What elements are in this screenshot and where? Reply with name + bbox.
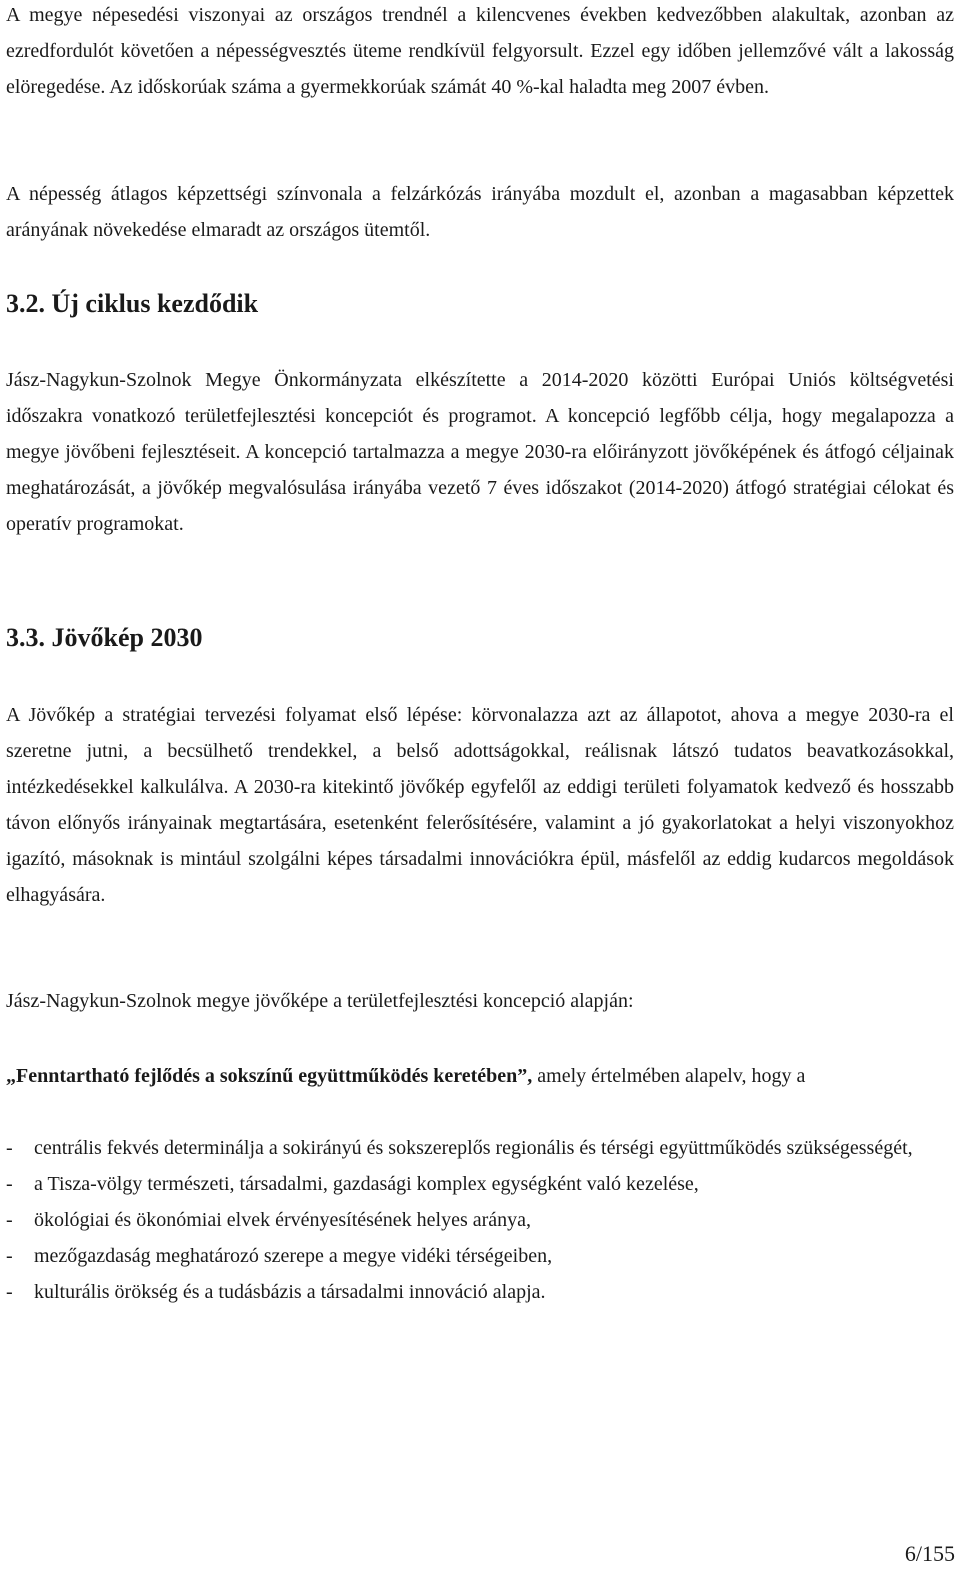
motto-paragraph [6, 1058, 954, 1094]
motto-bold-text: „Fenntartható fejlődés a sokszínű együttműködés keretében”, [6, 1065, 533, 1087]
dash-bullet: - [6, 1137, 13, 1159]
dash-bullet: - [6, 1209, 13, 1231]
vision-intro-paragraph: Jász-Nagykun-Szolnok megye jövőképe a területfejlesztési koncepció alapján: [6, 990, 634, 1012]
section-heading-3-2: 3.2. Új ciklus kezdődik [6, 289, 259, 318]
principles-list [6, 1130, 954, 1310]
list-item [6, 1130, 954, 1166]
list-item-text: centrális fekvés determinálja a sokirányú és sokszereplős regionális és térségi együttműködés szükségességét, [34, 1137, 913, 1159]
dash-bullet: - [6, 1245, 13, 1267]
list-item-text: mezőgazdaság meghatározó szerepe a megye vidéki térségeiben, [34, 1245, 553, 1267]
dash-bullet: - [6, 1281, 13, 1303]
list-item-text: kulturális örökség és a tudásbázis a társadalmi innováció alapja. [34, 1281, 546, 1303]
list-item [6, 1166, 954, 1202]
section-heading-3-3: 3.3. Jövőkép 2030 [6, 623, 203, 652]
intro-paragraph-1: A megye népesedési viszonyai az országos trendnél a kilencvenes években kedvezőbben alakultak, azonban az ezredfordulót követően a népességvesztés üteme rendkívül felgyorsult. Ezzel egy időben jellemzővé vált a lakosság elöregedése. Az időskorúak száma a gyermekkorúak számát 40 %-kal haladta meg 2007 évben. [6, 4, 954, 98]
section-3-3-paragraph: A Jövőkép a stratégiai tervezési folyamat első lépése: körvonalazza azt az állapotot, ahova a megye 2030-ra el szeretne jutni, a becsülhető trendekkel, a belső adottságokkal, reálisnak látszó tudatos beavatkozásokkal, intézkedésekkel kalkulálva. A 2030-ra kitekintő jövőkép egyfelől az eddigi területi folyamatok kedvező és hosszabb távon előnyős irányainak megtartására, esetenként felerősítésére, valamint a jó gyakorlatokat a helyi viszonyokhoz igazító, másoknak is mintául szolgálni képes társadalmi innovációkra épül, másfelől az eddig kudarcos megoldások elhagyására. [6, 704, 954, 906]
list-item [6, 1202, 954, 1238]
list-item [6, 1238, 954, 1274]
list-item-text: ökológiai és ökonómiai elvek érvényesítésének helyes aránya, [34, 1209, 532, 1231]
motto-rest-text: amely értelmében alapelv, hogy a [532, 1065, 806, 1087]
dash-bullet: - [6, 1173, 13, 1195]
section-3-2-paragraph: Jász-Nagykun-Szolnok Megye Önkormányzata elkészítette a 2014-2020 közötti Európai Uniós költségvetési időszakra vonatkozó területfejlesztési koncepciót és programot. A koncepció legfőbb célja, hogy megalapozza a megye jövőbeni fejlesztéseit. A koncepció tartalmazza a megye 2030-ra előirányzott jövőképének és átfogó céljainak meghatározását, a jövőkép megvalósulása irányába vezető 7 éves időszakot (2014-2020) átfogó stratégiai célokat és operatív programokat. [6, 369, 954, 535]
intro-paragraph-2: A népesség átlagos képzettségi színvonala a felzárkózás irányába mozdult el, azonban a magasabban képzettek arányának növekedése elmaradt az országos ütemtől. [6, 183, 954, 241]
list-item [6, 1274, 954, 1310]
page-number: 6/155 [904, 1541, 955, 1566]
list-item-text: a Tisza-völgy természeti, társadalmi, gazdasági komplex egységként való kezelése, [34, 1173, 699, 1195]
